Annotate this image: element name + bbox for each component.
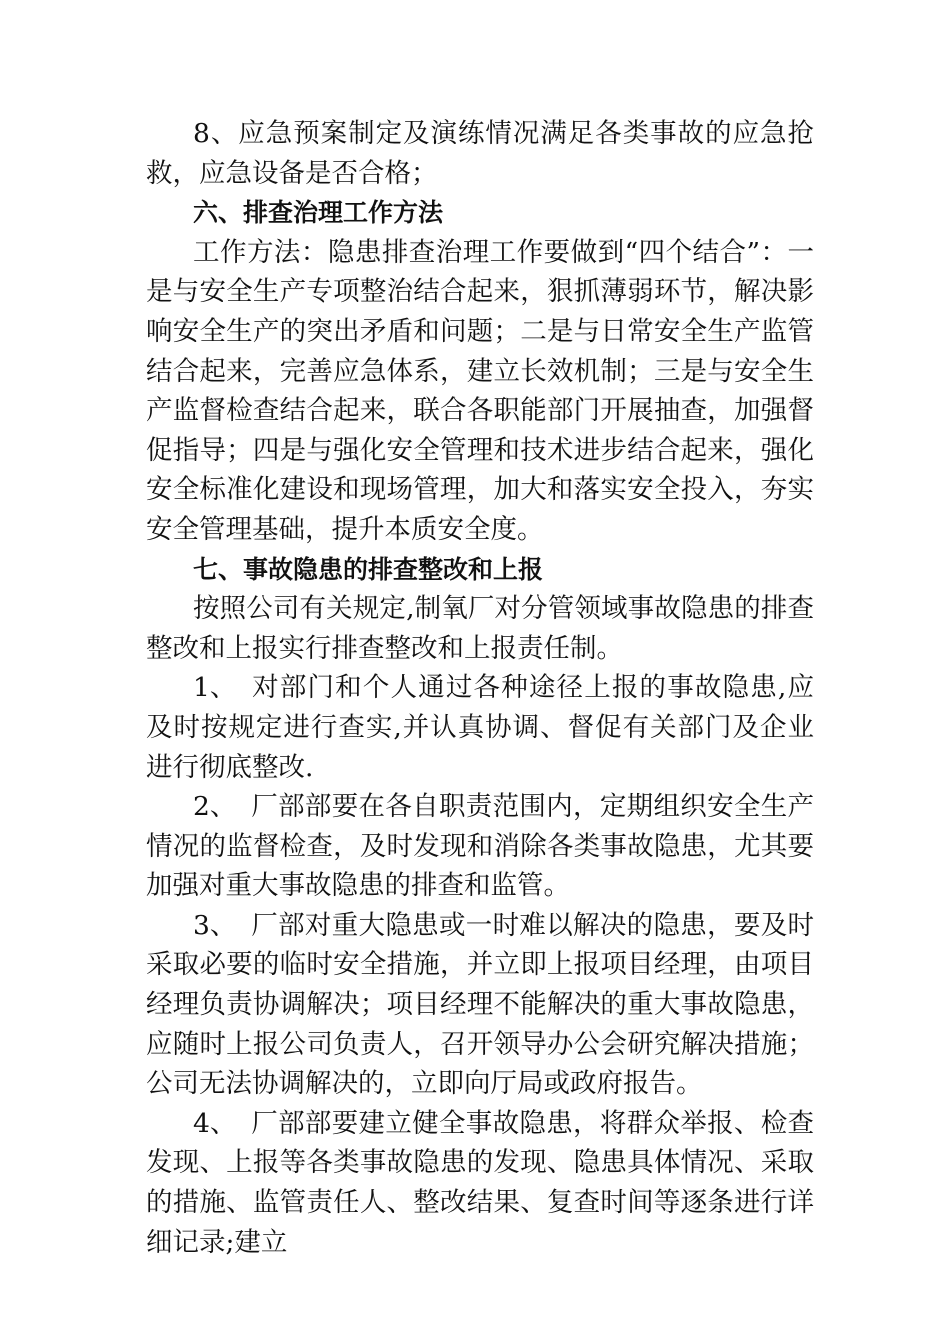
- list-number: 2、: [193, 791, 237, 823]
- list-item-1: [146, 668, 814, 787]
- paragraph-responsibility: 按照公司有关规定,制氧厂对分管领域事故隐患的排查整改和上报实行排查整改和上报责任制。: [146, 593, 814, 664]
- list-item-text: 对部门和个人通过各种途径上报的事故隐患,应及时按规定进行查实,并认真协调、督促有关部门及企业进行彻底整改.: [146, 672, 814, 783]
- list-item-text: 厂部部要建立健全事故隐患，将群众举报、检查发现、上报等各类事故隐患的发现、隐患具体情况、采取的措施、监管责任人、整改结果、复查时间等逐条进行详细记录;建立: [146, 1107, 814, 1258]
- section-heading-6: 六、排查治理工作方法: [193, 198, 444, 228]
- list-item-2: [146, 787, 814, 906]
- document-body: [146, 114, 814, 1262]
- paragraph-work-method: 工作方法：隐患排查治理工作要做到“四个结合”：一是与安全生产专项整治结合起来，狠抓薄弱环节，解决影响安全生产的突出矛盾和问题；二是与日常安全生产监管结合起来，完善应急体系，建立长效机制；三是与安全生产监督检查结合起来，联合各职能部门开展抽查，加强督促指导；四是与强化安全管理和技术进步结合起来，强化安全标准化建设和现场管理，加大和落实安全投入，夯实安全管理基础，提升本质安全度。: [146, 236, 814, 545]
- list-number: 4、: [193, 1107, 237, 1139]
- list-item-3: [146, 906, 814, 1104]
- section-heading-7: 七、事故隐患的排查整改和上报: [193, 554, 544, 584]
- list-number: 1、: [193, 672, 237, 704]
- paragraph-item-8: 8、应急预案制定及演练情况满足各类事故的应急抢救，应急设备是否合格；: [146, 118, 814, 189]
- list-item-text: 厂部部要在各自职责范围内，定期组织安全生产情况的监督检查，及时发现和消除各类事故隐患，尤其要加强对重大事故隐患的排查和监管。: [146, 791, 814, 902]
- list-item-4: [146, 1104, 814, 1262]
- list-number: 3、: [193, 909, 237, 941]
- list-item-text: 厂部对重大隐患或一时难以解决的隐患，要及时采取必要的临时安全措施，并立即上报项目经理，由项目经理负责协调解决；项目经理不能解决的重大事故隐患，应随时上报公司负责人，召开领导办公会研究解决措施；公司无法协调解决的，立即向厅局或政府报告。: [146, 909, 814, 1100]
